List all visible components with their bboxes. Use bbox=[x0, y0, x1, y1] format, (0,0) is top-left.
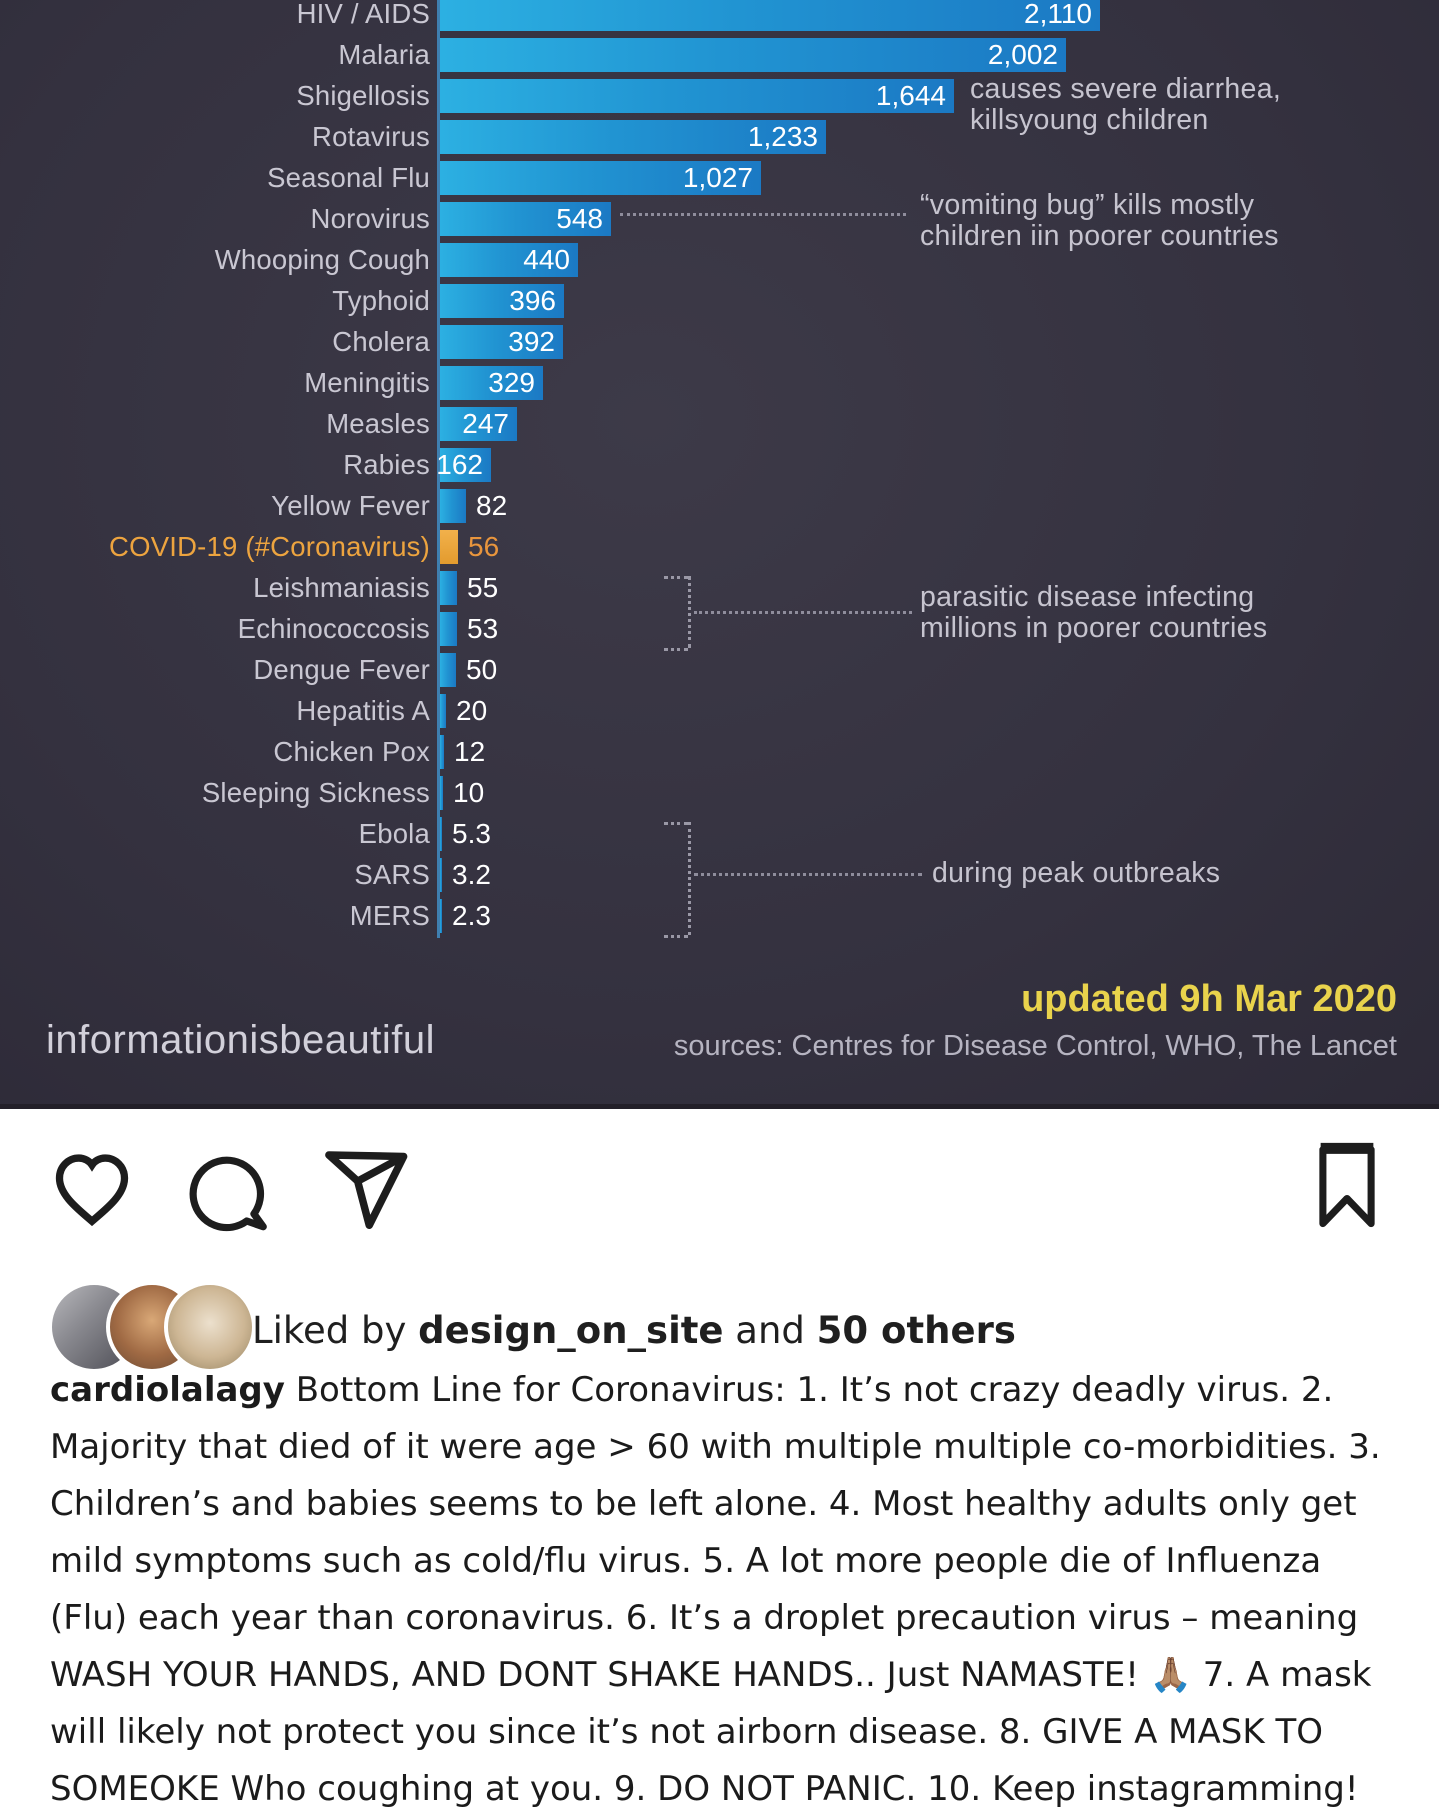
share-button[interactable] bbox=[322, 1146, 412, 1232]
chart-row bbox=[0, 530, 1439, 564]
dotted-leader-line bbox=[694, 873, 922, 876]
chart-bar bbox=[440, 571, 457, 605]
annotation-line: millions in poorer countries bbox=[920, 612, 1268, 644]
chart-row bbox=[0, 776, 1439, 810]
dotted-bracket bbox=[664, 576, 688, 579]
annotation-line: killsyoung children bbox=[970, 104, 1209, 136]
chart-category-label: COVID-19 (#Coronavirus) bbox=[109, 531, 430, 562]
chart-value-label: 2,002 bbox=[987, 39, 1058, 70]
chart-category-label: Typhoid bbox=[332, 285, 430, 316]
chart-value-label: 1,027 bbox=[682, 162, 753, 193]
chart-category-label: Meningitis bbox=[304, 367, 430, 398]
bookmark-icon bbox=[1308, 1140, 1386, 1230]
chart-row bbox=[0, 284, 1439, 318]
dotted-bracket bbox=[664, 822, 688, 825]
chart-value-label: 247 bbox=[462, 408, 509, 439]
chart-category-label: Measles bbox=[326, 408, 430, 439]
chart-category-label: Rabies bbox=[343, 449, 430, 480]
annotation-line: “vomiting bug” kills mostly bbox=[920, 189, 1255, 221]
annotation-line: during peak outbreaks bbox=[932, 857, 1221, 889]
chart-row bbox=[0, 325, 1439, 359]
comment-bubble-icon bbox=[188, 1150, 274, 1234]
sources-label: sources: Centres for Disease Control, WHO, The Lancet bbox=[673, 1030, 1397, 1062]
chart-bar bbox=[440, 530, 458, 564]
chart-value-label: 20 bbox=[456, 695, 488, 726]
chart-bar bbox=[440, 817, 442, 851]
dotted-leader-line bbox=[694, 611, 912, 614]
liker-avatar[interactable] bbox=[164, 1281, 256, 1373]
annotation-parasitic bbox=[920, 582, 1267, 644]
chart-bar bbox=[440, 489, 466, 523]
chart-value-label: 3.2 bbox=[452, 859, 491, 890]
chart-value-label: 548 bbox=[556, 203, 603, 234]
annotation-line: parasitic disease infecting bbox=[920, 581, 1255, 613]
caption-username-link[interactable]: cardiolalagy bbox=[50, 1370, 285, 1410]
credit-informationisbeautiful: informationisbeautiful bbox=[46, 1018, 435, 1062]
chart-row bbox=[0, 489, 1439, 523]
chart-category-label: Whooping Cough bbox=[214, 244, 430, 275]
chart-value-label: 2,110 bbox=[1024, 0, 1092, 29]
chart-value-label: 56 bbox=[468, 531, 500, 562]
chart-row bbox=[0, 735, 1439, 769]
chart-row bbox=[0, 448, 1439, 482]
chart-category-label: Malaria bbox=[338, 39, 430, 70]
chart-bar bbox=[440, 735, 444, 769]
chart-row bbox=[0, 366, 1439, 400]
chart-bar bbox=[440, 694, 446, 728]
chart-bar bbox=[440, 612, 457, 646]
annotation-norovirus bbox=[920, 190, 1279, 252]
chart-row bbox=[0, 694, 1439, 728]
chart-category-label: Dengue Fever bbox=[253, 654, 430, 685]
comment-button[interactable] bbox=[188, 1150, 274, 1234]
chart-value-label: 10 bbox=[453, 777, 485, 808]
chart-bar bbox=[440, 899, 442, 933]
chart-row bbox=[0, 0, 1439, 31]
chart-category-label: SARS bbox=[354, 859, 430, 890]
dotted-bracket bbox=[664, 935, 688, 938]
chart-category-label: HIV / AIDS bbox=[296, 0, 430, 29]
liked-by-others-link[interactable]: 50 others bbox=[816, 1309, 1016, 1352]
chart-value-label: 329 bbox=[488, 367, 535, 398]
chart-value-label: 2.3 bbox=[452, 900, 491, 931]
chart-category-label: Ebola bbox=[358, 818, 430, 849]
post-caption bbox=[50, 1362, 1392, 1818]
chart-bar bbox=[440, 776, 443, 810]
chart-value-label: 12 bbox=[454, 736, 486, 767]
annotation-line: causes severe diarrhea, bbox=[970, 73, 1282, 105]
chart-category-label: Sleeping Sickness bbox=[201, 777, 430, 808]
liked-by-middle: and bbox=[723, 1309, 817, 1352]
chart-category-label: Chicken Pox bbox=[273, 736, 430, 767]
chart-category-label: Norovirus bbox=[310, 203, 430, 234]
chart-value-label: 396 bbox=[509, 285, 556, 316]
liked-by-row bbox=[252, 1309, 1016, 1352]
dotted-bracket bbox=[688, 576, 691, 648]
chart-bar bbox=[440, 0, 1100, 31]
chart-row bbox=[0, 899, 1439, 933]
chart-category-label: Echinococcosis bbox=[237, 613, 430, 644]
heart-icon bbox=[48, 1146, 136, 1230]
liked-by-prefix: Liked by bbox=[252, 1309, 419, 1352]
annotation-outbreaks bbox=[932, 858, 1220, 889]
chart-value-label: 82 bbox=[476, 490, 508, 521]
chart-row bbox=[0, 407, 1439, 441]
chart-category-label: MERS bbox=[349, 900, 430, 931]
chart-category-label: Rotavirus bbox=[312, 121, 430, 152]
liked-by-user-link[interactable]: design_on_site bbox=[418, 1309, 724, 1352]
annotation-line: children iin poorer countries bbox=[920, 220, 1279, 252]
updated-date-label: updated 9h Mar 2020 bbox=[1021, 978, 1397, 1020]
chart-value-label: 1,644 bbox=[875, 80, 946, 111]
dotted-bracket bbox=[688, 822, 691, 935]
chart-category-label: Seasonal Flu bbox=[267, 162, 430, 193]
chart-value-label: 5.3 bbox=[452, 818, 491, 849]
share-plane-icon bbox=[322, 1146, 412, 1232]
chart-category-label: Cholera bbox=[332, 326, 430, 357]
chart-category-label: Yellow Fever bbox=[271, 490, 430, 521]
caption-text: Bottom Line for Coronavirus: 1. It’s not crazy deadly virus. 2. Majority that died of it were age > 60 with multiple multiple co-morbidities. 3. Children’s and babies seems to be left alone. 4. Most healthy adults only get mild symptoms such as cold/flu virus. 5. A lot more people die of Influenza (Flu) each year than coronavirus. 6. It’s a droplet precaution virus – meaning WASH YOUR HANDS, AND DONT SHAKE HANDS.. Just NAMASTE! 🙏🏽 7. A mask will likely not protect you since it’s not airborn disease. 8. GIVE A MASK TO SOMEOKE Who coughing at you. 9. DO NOT PANIC. 10. Keep instagramming! bbox=[50, 1370, 1381, 1809]
chart-value-label: 162 bbox=[436, 449, 483, 480]
dotted-leader-line bbox=[620, 213, 906, 216]
chart-value-label: 1,233 bbox=[747, 121, 818, 152]
chart-row bbox=[0, 653, 1439, 687]
chart-category-label: Shigellosis bbox=[296, 80, 430, 111]
chart-value-label: 53 bbox=[467, 613, 499, 644]
dotted-bracket bbox=[664, 648, 688, 651]
like-button[interactable] bbox=[48, 1146, 136, 1230]
chart-row bbox=[0, 38, 1439, 72]
chart-bar bbox=[440, 858, 442, 892]
chart-category-label: Leishmaniasis bbox=[253, 572, 430, 603]
chart-value-label: 440 bbox=[523, 244, 570, 275]
chart-bar bbox=[440, 653, 456, 687]
chart-bar bbox=[440, 38, 1066, 72]
chart-value-label: 55 bbox=[467, 572, 499, 603]
chart-value-label: 50 bbox=[466, 654, 498, 685]
save-button[interactable] bbox=[1308, 1140, 1386, 1230]
annotation-shigellosis bbox=[970, 74, 1281, 136]
chart-row bbox=[0, 817, 1439, 851]
chart-value-label: 392 bbox=[508, 326, 555, 357]
chart-category-label: Hepatitis A bbox=[296, 695, 430, 726]
